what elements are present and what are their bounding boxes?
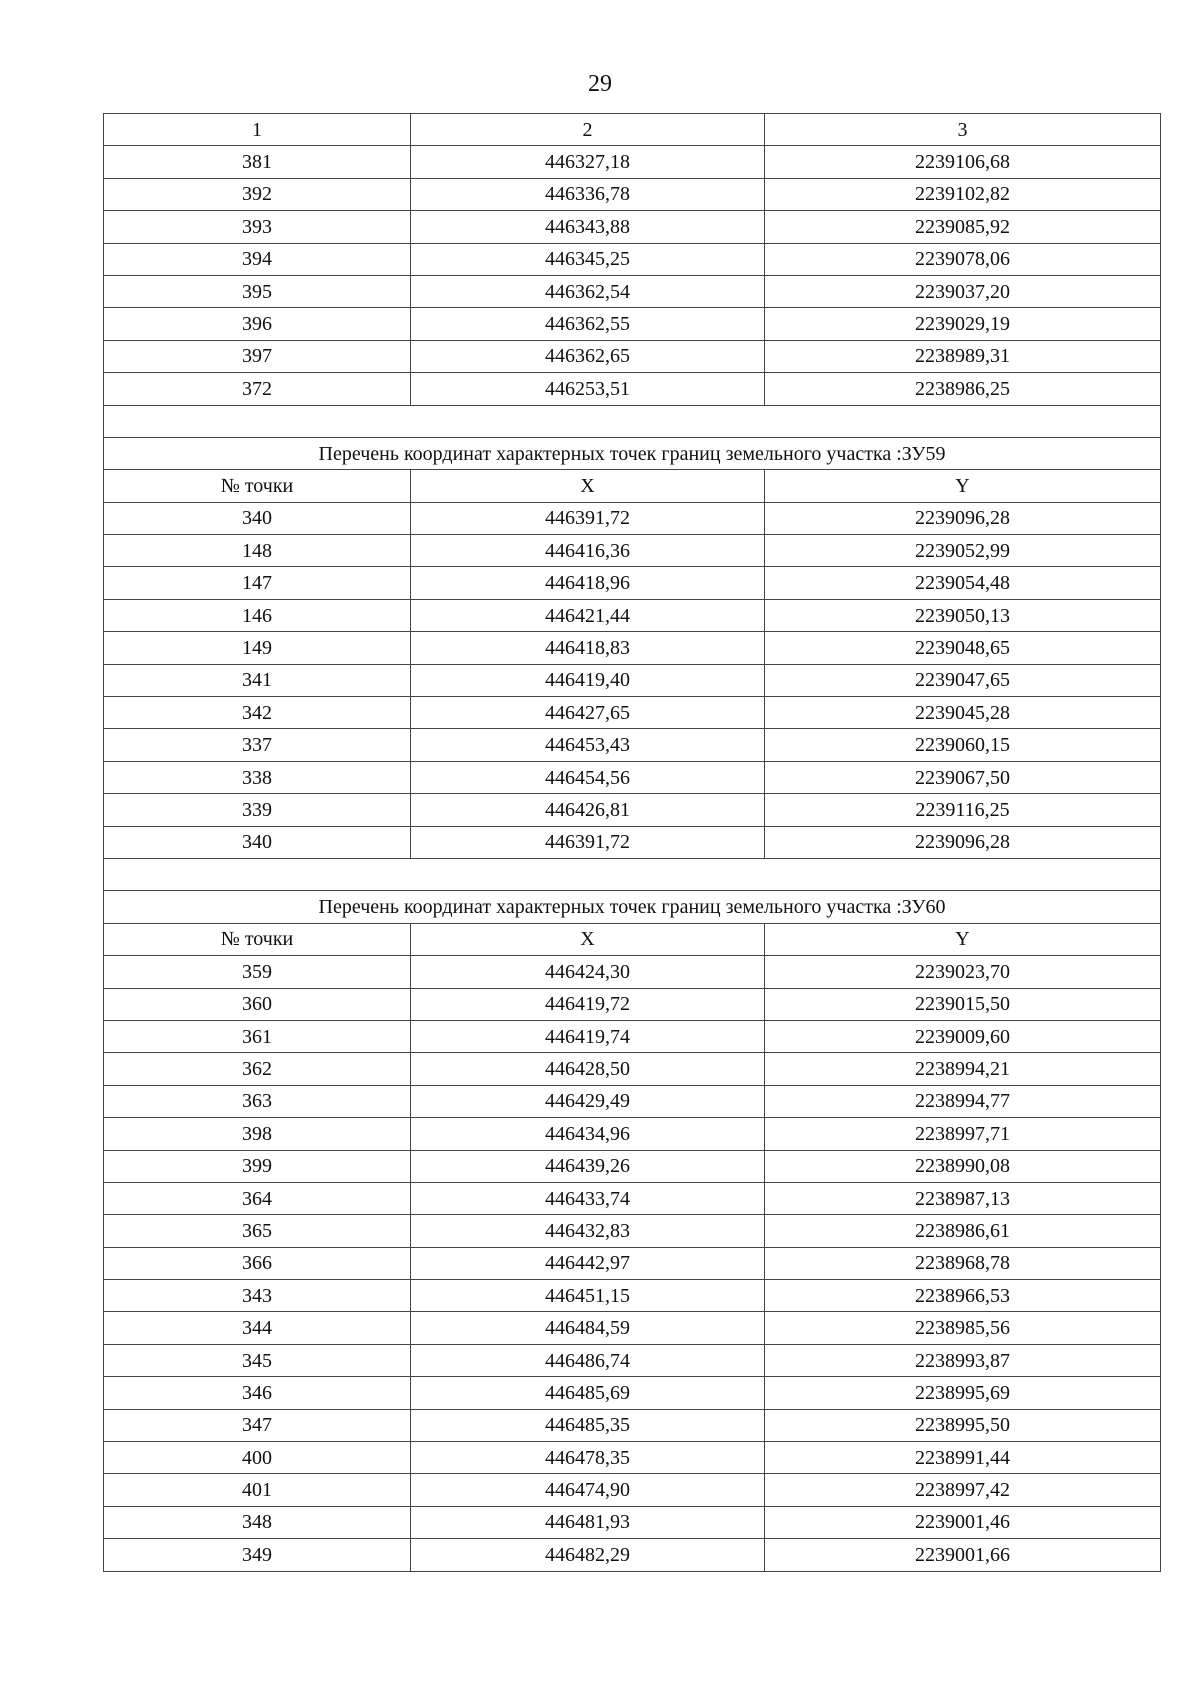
table-row — [104, 1150, 1161, 1182]
table-row — [104, 1506, 1161, 1538]
column-number-cell: 1 — [104, 114, 411, 146]
x-coordinate-cell: 446439,26 — [411, 1150, 765, 1182]
x-coordinate-cell: 446478,35 — [411, 1442, 765, 1474]
x-coordinate-cell: 446336,78 — [411, 178, 765, 210]
point-number-cell: 337 — [104, 729, 411, 761]
y-coordinate-cell: 2239048,65 — [765, 632, 1161, 664]
y-coordinate-cell: 2239052,99 — [765, 535, 1161, 567]
table-row — [104, 243, 1161, 275]
point-number-cell: 381 — [104, 146, 411, 178]
x-coordinate-cell: 446453,43 — [411, 729, 765, 761]
y-coordinate-cell: 2238994,21 — [765, 1053, 1161, 1085]
table-row — [104, 761, 1161, 793]
x-coordinate-cell: 446474,90 — [411, 1474, 765, 1506]
point-number-cell: 345 — [104, 1344, 411, 1376]
coordinates-table-body — [104, 114, 1161, 1572]
table-row — [104, 1377, 1161, 1409]
x-coordinate-cell: 446432,83 — [411, 1215, 765, 1247]
point-number-cell: 365 — [104, 1215, 411, 1247]
table-row — [104, 697, 1161, 729]
y-coordinate-cell: 2238993,87 — [765, 1344, 1161, 1376]
point-number-cell: 149 — [104, 632, 411, 664]
point-number-cell: 364 — [104, 1182, 411, 1214]
x-coordinate-cell: 446419,40 — [411, 664, 765, 696]
y-coordinate-cell: 2239001,46 — [765, 1506, 1161, 1538]
point-number-cell: 344 — [104, 1312, 411, 1344]
section-title: Перечень координат характерных точек границ земельного участка :ЗУ60 — [104, 891, 1161, 923]
table-row — [104, 308, 1161, 340]
x-coordinate-cell: 446418,83 — [411, 632, 765, 664]
x-coordinate-cell: 446424,30 — [411, 956, 765, 988]
y-coordinate-cell: 2238994,77 — [765, 1085, 1161, 1117]
point-number-cell: 343 — [104, 1280, 411, 1312]
table-row — [104, 632, 1161, 664]
table-row — [104, 1118, 1161, 1150]
x-coordinate-cell: 446391,72 — [411, 826, 765, 858]
point-number-cell: 339 — [104, 794, 411, 826]
point-number-cell: 348 — [104, 1506, 411, 1538]
y-coordinate-cell: 2239054,48 — [765, 567, 1161, 599]
table-row — [104, 502, 1161, 534]
y-coordinate-cell: 2238991,44 — [765, 1442, 1161, 1474]
point-number-cell: 340 — [104, 826, 411, 858]
y-coordinate-cell: 2238997,71 — [765, 1118, 1161, 1150]
point-number-cell: 340 — [104, 502, 411, 534]
y-header: Y — [765, 470, 1161, 502]
x-coordinate-cell: 446481,93 — [411, 1506, 765, 1538]
table-row — [104, 1539, 1161, 1571]
x-coordinate-cell: 446416,36 — [411, 535, 765, 567]
point-number-header: № точки — [104, 923, 411, 955]
y-coordinate-cell: 2239106,68 — [765, 146, 1161, 178]
y-coordinate-cell: 2238997,42 — [765, 1474, 1161, 1506]
y-coordinate-cell: 2239085,92 — [765, 211, 1161, 243]
table-row — [104, 1312, 1161, 1344]
x-coordinate-cell: 446362,54 — [411, 275, 765, 307]
y-coordinate-cell: 2239029,19 — [765, 308, 1161, 340]
table-row — [104, 794, 1161, 826]
x-coordinate-cell: 446484,59 — [411, 1312, 765, 1344]
section-title: Перечень координат характерных точек границ земельного участка :ЗУ59 — [104, 437, 1161, 469]
point-number-cell: 400 — [104, 1442, 411, 1474]
y-coordinate-cell: 2239037,20 — [765, 275, 1161, 307]
point-number-cell: 360 — [104, 988, 411, 1020]
point-number-cell: 393 — [104, 211, 411, 243]
point-number-cell: 372 — [104, 373, 411, 405]
point-number-cell: 401 — [104, 1474, 411, 1506]
x-coordinate-cell: 446485,35 — [411, 1409, 765, 1441]
table-row — [104, 373, 1161, 405]
y-coordinate-cell: 2239001,66 — [765, 1539, 1161, 1571]
table-row — [104, 599, 1161, 631]
y-coordinate-cell: 2238986,25 — [765, 373, 1161, 405]
x-coordinate-cell: 446428,50 — [411, 1053, 765, 1085]
x-coordinate-cell: 446434,96 — [411, 1118, 765, 1150]
x-coordinate-cell: 446362,55 — [411, 308, 765, 340]
x-coordinate-cell: 446327,18 — [411, 146, 765, 178]
table-row — [104, 178, 1161, 210]
y-coordinate-cell: 2238985,56 — [765, 1312, 1161, 1344]
x-coordinate-cell: 446362,65 — [411, 340, 765, 372]
x-coordinate-cell: 446433,74 — [411, 1182, 765, 1214]
blank-separator-row — [104, 405, 1161, 437]
y-coordinate-cell: 2239045,28 — [765, 697, 1161, 729]
page-number: 29 — [588, 71, 612, 97]
section-title-row — [104, 891, 1161, 923]
column-number-cell: 3 — [765, 114, 1161, 146]
table-row — [104, 1474, 1161, 1506]
y-coordinate-cell: 2238986,61 — [765, 1215, 1161, 1247]
table-row — [104, 1344, 1161, 1376]
y-coordinate-cell: 2239060,15 — [765, 729, 1161, 761]
y-coordinate-cell: 2239116,25 — [765, 794, 1161, 826]
x-coordinate-cell: 446454,56 — [411, 761, 765, 793]
column-header-row — [104, 923, 1161, 955]
table-row — [104, 1182, 1161, 1214]
point-number-cell: 396 — [104, 308, 411, 340]
table-row — [104, 1247, 1161, 1279]
x-coordinate-cell: 446421,44 — [411, 599, 765, 631]
blank-cell — [104, 405, 1161, 437]
table-row — [104, 664, 1161, 696]
point-number-cell: 362 — [104, 1053, 411, 1085]
point-number-cell: 147 — [104, 567, 411, 599]
point-number-cell: 392 — [104, 178, 411, 210]
point-number-cell: 148 — [104, 535, 411, 567]
x-coordinate-cell: 446418,96 — [411, 567, 765, 599]
y-coordinate-cell: 2239009,60 — [765, 1020, 1161, 1052]
point-number-cell: 395 — [104, 275, 411, 307]
table-row — [104, 340, 1161, 372]
y-coordinate-cell: 2239096,28 — [765, 826, 1161, 858]
y-coordinate-cell: 2238966,53 — [765, 1280, 1161, 1312]
table-row — [104, 567, 1161, 599]
x-coordinate-cell: 446486,74 — [411, 1344, 765, 1376]
point-number-cell: 399 — [104, 1150, 411, 1182]
x-coordinate-cell: 446427,65 — [411, 697, 765, 729]
blank-separator-row — [104, 858, 1161, 890]
table-row — [104, 275, 1161, 307]
column-number-cell: 2 — [411, 114, 765, 146]
coordinates-table — [103, 113, 1161, 1572]
table-row — [104, 146, 1161, 178]
y-coordinate-cell: 2238968,78 — [765, 1247, 1161, 1279]
table-row — [104, 956, 1161, 988]
x-coordinate-cell: 446442,97 — [411, 1247, 765, 1279]
section-title-row — [104, 437, 1161, 469]
table-row — [104, 535, 1161, 567]
x-coordinate-cell: 446345,25 — [411, 243, 765, 275]
y-coordinate-cell: 2239067,50 — [765, 761, 1161, 793]
y-coordinate-cell: 2239015,50 — [765, 988, 1161, 1020]
table-row — [104, 1053, 1161, 1085]
point-number-cell: 363 — [104, 1085, 411, 1117]
point-number-cell: 397 — [104, 340, 411, 372]
x-coordinate-cell: 446391,72 — [411, 502, 765, 534]
column-header-row — [104, 470, 1161, 502]
point-number-cell: 146 — [104, 599, 411, 631]
y-coordinate-cell: 2239047,65 — [765, 664, 1161, 696]
table-row — [104, 1409, 1161, 1441]
x-header: X — [411, 923, 765, 955]
table-row — [104, 729, 1161, 761]
point-number-cell: 338 — [104, 761, 411, 793]
x-coordinate-cell: 446419,72 — [411, 988, 765, 1020]
x-coordinate-cell: 446343,88 — [411, 211, 765, 243]
table-row — [104, 1280, 1161, 1312]
column-number-row — [104, 114, 1161, 146]
x-coordinate-cell: 446482,29 — [411, 1539, 765, 1571]
point-number-cell: 347 — [104, 1409, 411, 1441]
point-number-cell: 394 — [104, 243, 411, 275]
table-row — [104, 1020, 1161, 1052]
table-row — [104, 211, 1161, 243]
y-coordinate-cell: 2238995,50 — [765, 1409, 1161, 1441]
point-number-cell: 361 — [104, 1020, 411, 1052]
y-coordinate-cell: 2239050,13 — [765, 599, 1161, 631]
y-coordinate-cell: 2238989,31 — [765, 340, 1161, 372]
y-coordinate-cell: 2238987,13 — [765, 1182, 1161, 1214]
point-number-cell: 342 — [104, 697, 411, 729]
point-number-cell: 346 — [104, 1377, 411, 1409]
x-header: X — [411, 470, 765, 502]
blank-cell — [104, 858, 1161, 890]
x-coordinate-cell: 446426,81 — [411, 794, 765, 826]
x-coordinate-cell: 446419,74 — [411, 1020, 765, 1052]
table-row — [104, 1085, 1161, 1117]
point-number-cell: 341 — [104, 664, 411, 696]
x-coordinate-cell: 446485,69 — [411, 1377, 765, 1409]
table-row — [104, 988, 1161, 1020]
x-coordinate-cell: 446451,15 — [411, 1280, 765, 1312]
point-number-header: № точки — [104, 470, 411, 502]
point-number-cell: 349 — [104, 1539, 411, 1571]
y-coordinate-cell: 2239023,70 — [765, 956, 1161, 988]
y-coordinate-cell: 2239102,82 — [765, 178, 1161, 210]
x-coordinate-cell: 446253,51 — [411, 373, 765, 405]
y-coordinate-cell: 2239096,28 — [765, 502, 1161, 534]
y-header: Y — [765, 923, 1161, 955]
table-row — [104, 1442, 1161, 1474]
y-coordinate-cell: 2239078,06 — [765, 243, 1161, 275]
x-coordinate-cell: 446429,49 — [411, 1085, 765, 1117]
point-number-cell: 359 — [104, 956, 411, 988]
point-number-cell: 398 — [104, 1118, 411, 1150]
table-row — [104, 1215, 1161, 1247]
y-coordinate-cell: 2238990,08 — [765, 1150, 1161, 1182]
point-number-cell: 366 — [104, 1247, 411, 1279]
table-row — [104, 826, 1161, 858]
y-coordinate-cell: 2238995,69 — [765, 1377, 1161, 1409]
